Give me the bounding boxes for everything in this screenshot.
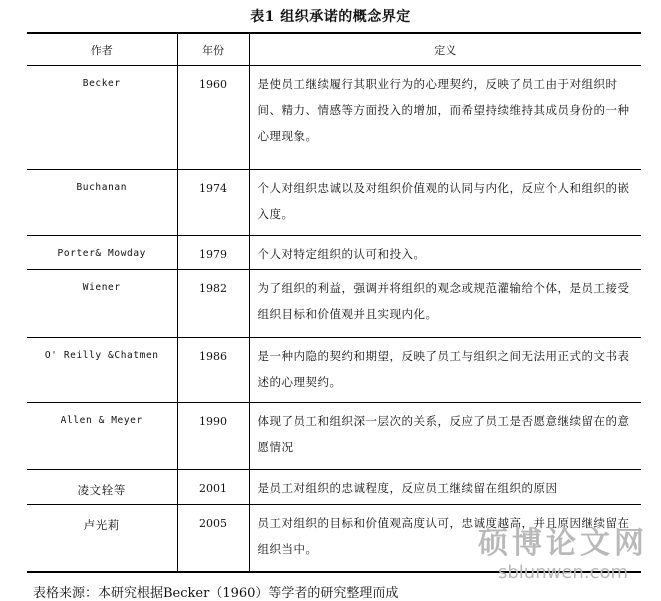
- header-author: 作者: [27, 33, 177, 66]
- author-cell: 凌文辁等: [27, 470, 177, 505]
- year-cell: 2001: [177, 470, 249, 505]
- year-cell: 1990: [177, 403, 249, 470]
- author-cell: Wiener: [27, 270, 177, 338]
- table-source-note: 表格来源：本研究根据Becker（1960）等学者的研究整理而成: [33, 586, 399, 601]
- table-row: [27, 338, 641, 403]
- definition-cell: 体现了员工和组织深一层次的关系，反应了员工是否愿意继续留在的意愿情况: [249, 403, 641, 470]
- header-year: 年份: [177, 33, 249, 66]
- table-row: [27, 505, 641, 572]
- table-row: [27, 66, 641, 170]
- year-cell: 1979: [177, 236, 249, 270]
- author-cell: Buchanan: [27, 170, 177, 236]
- header-row: [27, 33, 641, 66]
- table-row: [27, 170, 641, 236]
- year-cell: 1960: [177, 66, 249, 170]
- author-cell: Allen & Meyer: [27, 403, 177, 470]
- definition-cell: 是员工对组织的忠诚程度，反应员工继续留在组织的原因: [249, 470, 641, 505]
- year-cell: 1986: [177, 338, 249, 403]
- table-row: [27, 403, 641, 470]
- year-cell: 1982: [177, 270, 249, 338]
- table-row: [27, 270, 641, 338]
- author-cell: 卢光莉: [27, 505, 177, 572]
- author-cell: Porter& Mowday: [27, 236, 177, 270]
- table-row: [27, 236, 641, 270]
- header-definition: 定义: [249, 33, 641, 66]
- definition-cell: 员工对组织的目标和价值观高度认可，忠诚度越高，并且原因继续留在组织当中。: [249, 505, 641, 572]
- table-caption: 表1 组织承诺的概念界定: [250, 9, 411, 25]
- definition-cell: 为了组织的利益，强调并将组织的观念或规范灌输给个体，是员工接受组织目标和价值观并且实现内化。: [249, 270, 641, 338]
- definition-cell: 个人对组织忠诚以及对组织价值观的认同与内化，反应个人和组织的嵌入度。: [249, 170, 641, 236]
- concept-table: [27, 32, 641, 573]
- definition-cell: 个人对特定组织的认可和投入。: [249, 236, 641, 270]
- watermark-url: sblunwen.com: [498, 562, 628, 583]
- watermark-text: 硕博论文网: [478, 526, 648, 561]
- author-cell: O' Reilly &Chatmen: [27, 338, 177, 403]
- author-cell: Becker: [27, 66, 177, 170]
- table-row: [27, 470, 641, 505]
- year-cell: 1974: [177, 170, 249, 236]
- year-cell: 2005: [177, 505, 249, 572]
- definition-cell: 是一种内隐的契约和期望，反映了员工与组织之间无法用正式的文书表述的心理契约。: [249, 338, 641, 403]
- definition-cell: 是使员工继续履行其职业行为的心理契约，反映了员工由于对组织时间、精力、情感等方面投入的增加，而希望持续维持其成员身份的一种心理现象。: [249, 66, 641, 170]
